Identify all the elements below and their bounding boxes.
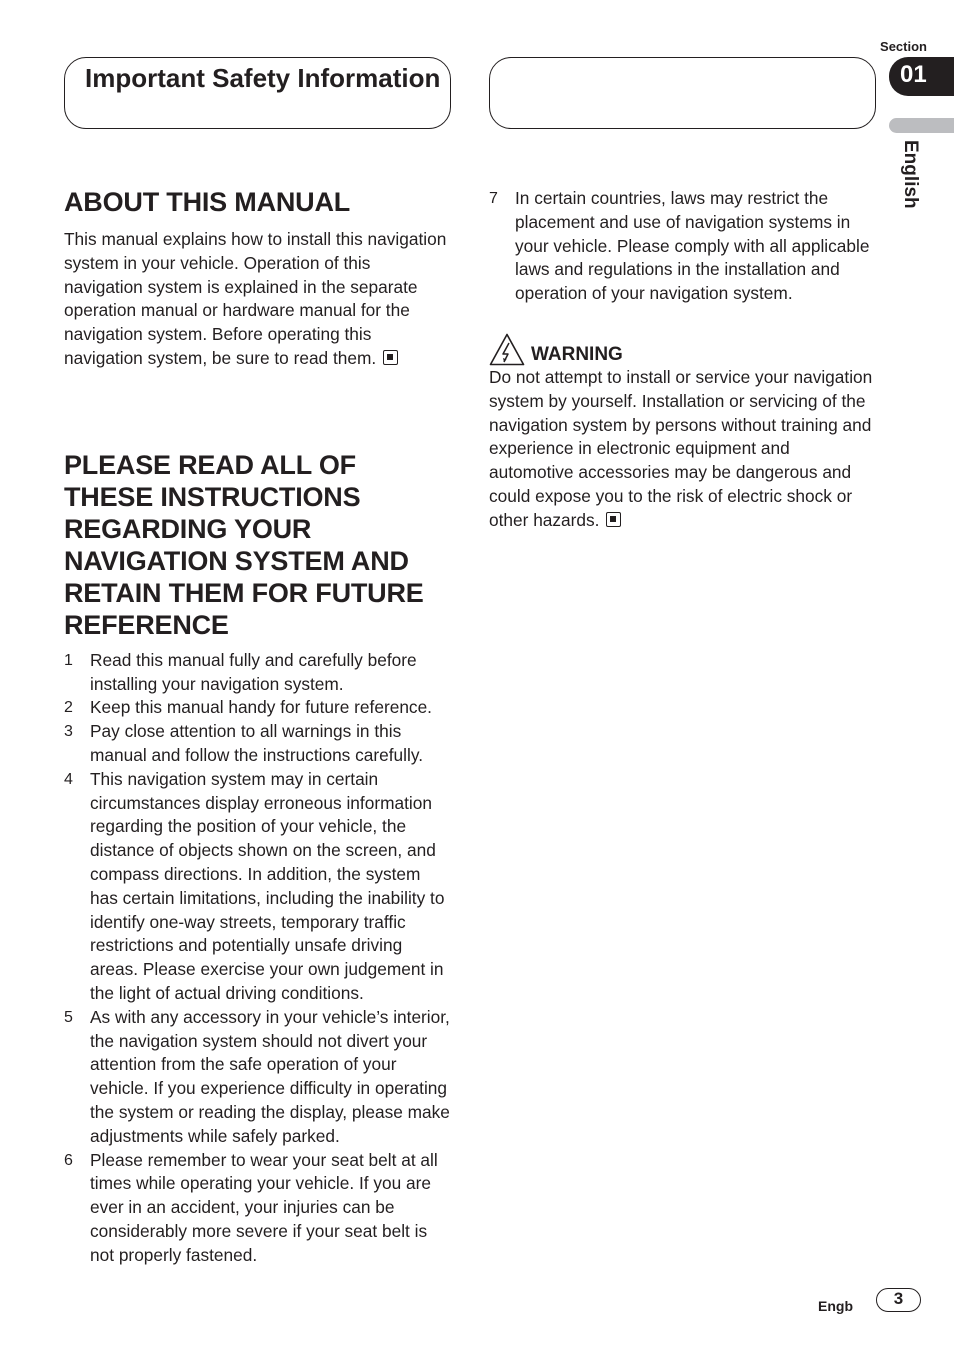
- right-column: [489, 187, 879, 533]
- list-item: [64, 768, 450, 1006]
- item-text: In certain countries, laws may restrict the placement and use of navigation systems in your vehicle. Please comply with all applicable laws and regulations in the installation and operation of your navigation system.: [515, 188, 870, 304]
- warning-text: Do not attempt to install or service your navigation system by yourself. Installation or servicing of the navigation system by persons without training and experience in electronic equipment and automotive accessories may be dangerous and could expose you to the risk of electric shock or other hazards.: [489, 366, 873, 530]
- page-number: 3: [876, 1288, 921, 1312]
- list-item: [64, 1006, 450, 1149]
- list-item: [64, 1149, 450, 1268]
- item-number: 6: [64, 1151, 73, 1169]
- warning-triangle-icon: [489, 333, 525, 366]
- warning-heading: [489, 333, 879, 366]
- page-title: Important Safety Information: [85, 63, 441, 93]
- header-title-box: [64, 57, 451, 129]
- list-item: [64, 720, 450, 768]
- item-text: Read this manual fully and carefully before installing your navigation system.: [90, 649, 417, 694]
- language-label: English: [900, 140, 921, 209]
- item-number: 1: [64, 651, 73, 669]
- instructions-list-continued: [489, 187, 879, 306]
- about-paragraph: [64, 228, 450, 371]
- item-number: 3: [64, 723, 73, 741]
- end-mark-icon: [606, 512, 621, 527]
- item-text: Pay close attention to all warnings in this manual and follow the instructions carefully.: [90, 721, 423, 765]
- instructions-list: [64, 649, 450, 1268]
- instructions-heading: PLEASE READ ALL OF THESE INSTRUCTIONS REGARDING YOUR NAVIGATION SYSTEM AND RETAIN THEM FOR FUTURE REFERENCE: [64, 449, 424, 640]
- footer-language-code: Engb: [818, 1298, 853, 1314]
- about-heading: ABOUT THIS MANUAL: [64, 187, 351, 217]
- language-tab: [889, 118, 954, 133]
- section-number-tab: 01: [889, 57, 954, 96]
- item-text: This navigation system may in certain circumstances display erroneous information regarding the position of your vehicle, the distance of objects shown on the screen, and compass directions. In addition, the system has certain limitations, including the inability to identify one-way streets, temporary traffic restrictions and potentially unsafe driving areas. Please exercise your own judgement in the light of actual driving conditions.: [90, 768, 445, 1003]
- warning-paragraph: [489, 366, 879, 533]
- item-text: Keep this manual handy for future reference.: [90, 697, 432, 718]
- item-text: As with any accessory in your vehicle’s interior, the navigation system should not divert your attention from the safe operation of your vehicle. If you experience difficulty in operating the system or reading the display, please make adjustments while safely parked.: [90, 1006, 450, 1146]
- item-number: 5: [64, 1008, 73, 1026]
- about-text: This manual explains how to install this navigation system in your vehicle. Operation of this navigation system is explained in the separate operation manual or hardware manual for the navigation system. Before operating this navigation system, be sure to read them.: [64, 229, 447, 368]
- list-item: [64, 696, 450, 720]
- list-item: [64, 649, 450, 697]
- item-text: Please remember to wear your seat belt at all times while operating your vehicle. If you are ever in an accident, your injuries can be considerably more severe if your seat belt is not properly fastened.: [90, 1149, 438, 1265]
- section-label: Section: [880, 39, 927, 54]
- warning-label: WARNING: [531, 343, 623, 365]
- left-column: [64, 186, 450, 1268]
- item-number: 7: [489, 190, 498, 207]
- header-empty-box: [489, 57, 876, 129]
- end-mark-icon: [383, 350, 398, 365]
- item-number: 4: [64, 770, 73, 788]
- list-item: [489, 187, 879, 306]
- item-number: 2: [64, 699, 73, 717]
